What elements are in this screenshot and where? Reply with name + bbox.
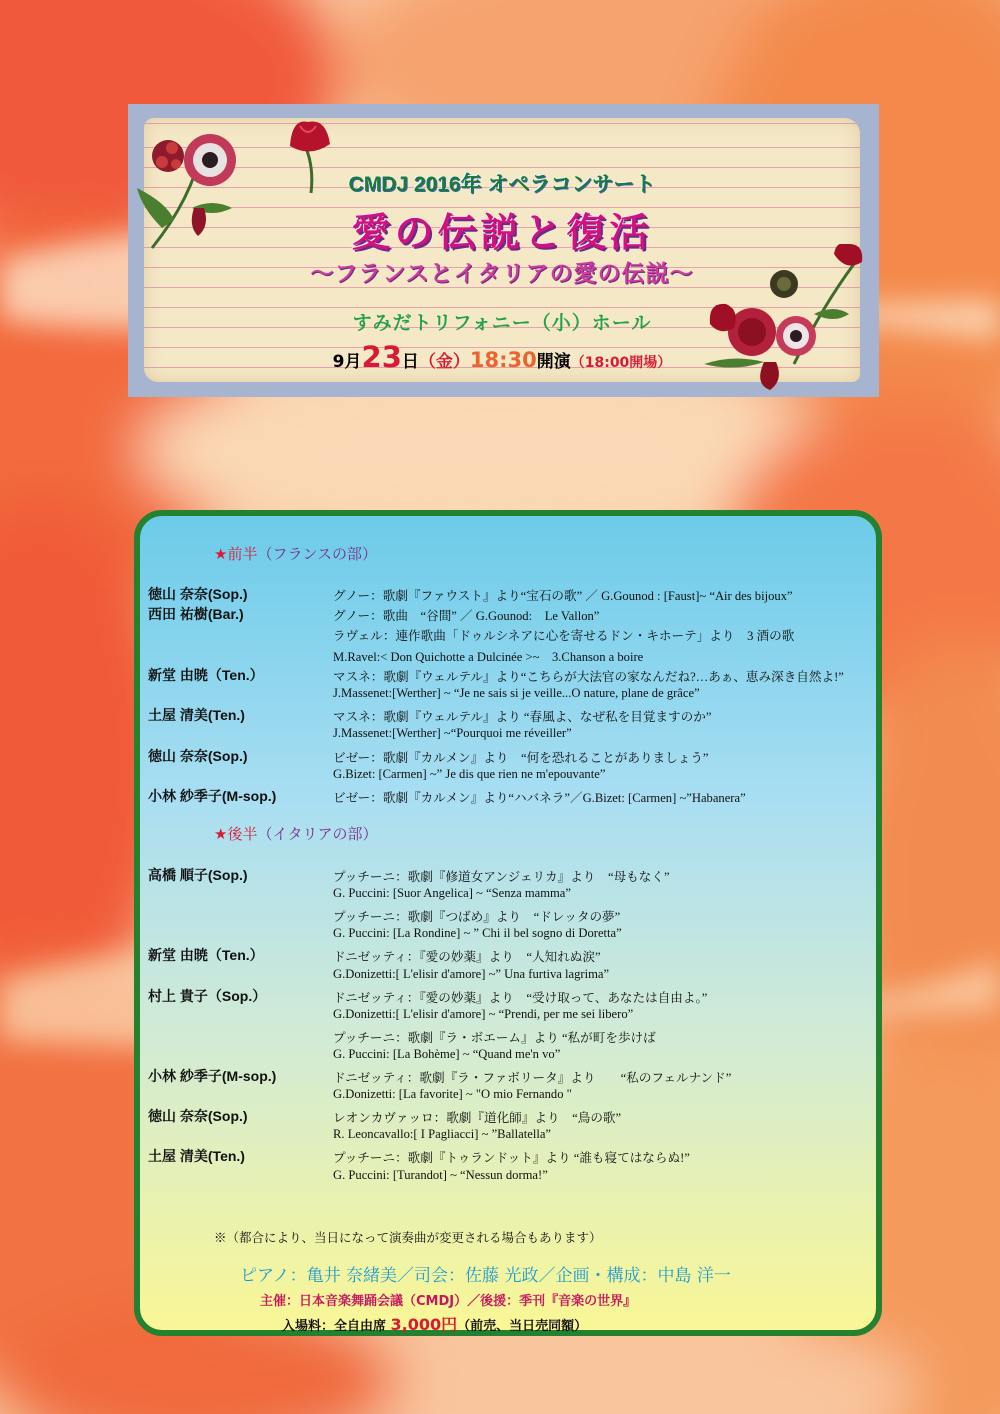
piece-title: プッチーニ：歌劇『ラ・ボエーム』より “私が町を歩けば <box>333 1030 656 1045</box>
performer-name: 小林 紗季子(M-sop.) <box>148 788 277 804</box>
second-half-label: 後半 <box>227 825 258 843</box>
flower-bouquet-bottom-right-icon <box>684 244 874 394</box>
date-day-suffix: 日 <box>401 352 419 372</box>
piece-title: プッチーニ：歌劇『つばめ』より “ドレッタの夢” <box>333 910 621 925</box>
piece-title: G.Donizetti:[ L'elisir d'amore] ~” Una furtiva lagrima” <box>333 966 610 981</box>
organizer: 主催：日本音楽舞踊会議（CMDJ）／後援：季刊『音楽の世界』 <box>260 1294 637 1309</box>
admission <box>282 1312 587 1335</box>
flower-bouquet-top-left-icon <box>132 108 282 258</box>
piece-title: ビゼー：歌劇『カルメン』より“ハバネラ”／G.Bizet: [Carmen] ~”Habanera” <box>333 791 746 805</box>
start-time: 18:30 <box>469 348 537 372</box>
piece-title: マスネ：歌劇『ウェルテル』より “春風よ、なぜ私を目覚ますのか” <box>333 710 712 725</box>
first-half-heading <box>214 543 377 564</box>
concert-tagline: 〜フランスとイタリアの愛の伝説〜 <box>310 261 694 287</box>
piece-title: G.Donizetti: [La favorite] ~ "O mio Fernando " <box>333 1087 572 1102</box>
performer-name: 村上 貴子（Sop.） <box>148 987 267 1004</box>
performer-name: 新堂 由暁（Ten.） <box>148 947 264 964</box>
start-label: 開演 <box>536 352 571 372</box>
piece-title: M.Ravel:< Don Quichotte a Dulcinée >~ 3.Chanson a boire <box>333 649 644 664</box>
piece-title: G. Puccini: [Turandot] ~ “Nessun dorma!” <box>333 1167 548 1182</box>
tulip-top-icon <box>276 118 346 198</box>
piece-title: G.Donizetti:[ L'elisir d'amore] ~ “Prendi, per me sei libero” <box>333 1006 634 1021</box>
concert-subtitle: CMDJ 2016年 オペラコンサート <box>348 173 656 196</box>
piece-title: ドニゼッティ：歌劇『ラ・ファボリータ』より “私のフェルナンド” <box>333 1071 732 1085</box>
piece-title: G. Puccini: [La Rondine] ~ ” Chi il bel sogno di Doretta” <box>333 926 622 941</box>
date-weekday: （金） <box>418 352 470 372</box>
piece-title: ドニゼッティ：『愛の妙薬』より “人知れぬ涙” <box>333 950 601 965</box>
venue: すみだトリフォニー（小）ホール <box>352 312 652 334</box>
piece-title: ビゼー：歌劇『カルメン』より “何を恐れることがありましょう” <box>333 750 709 765</box>
piece-title: G.Bizet: [Carmen] ~” Je dis que rien ne m'epouvante” <box>333 766 606 781</box>
piece-title: G. Puccini: [Suor Angelica] ~ “Senza mamma” <box>333 886 571 901</box>
first-half-sublabel: （フランスの部） <box>257 545 378 563</box>
performer-name: 徳山 奈奈(Sop.) <box>148 747 248 764</box>
performer-name: 徳山 奈奈(Sop.) <box>148 586 248 602</box>
credits: ピアノ：亀井 奈緒美／司会：佐藤 光政／企画・構成：中島 洋一 <box>240 1266 731 1286</box>
piece-title: マスネ：歌劇『ウェルテル』より“こちらが大法官の家なんだね?…あぁ、恵み深き自然よ!” <box>333 669 844 684</box>
performer-name: 西田 祐樹(Bar.) <box>148 606 244 623</box>
date-month: 9月 <box>332 352 362 372</box>
admission-suffix: （前売、当日売同額） <box>457 1319 588 1334</box>
program-change-note: ※（都合により、当日になって演奏曲が変更される場合もあります） <box>214 1231 602 1245</box>
piece-title: プッチーニ：歌劇『トゥランドット』より “誰も寝てはならぬ!” <box>333 1151 690 1166</box>
piece-title: R. Leoncavallo:[ I Pagliacci] ~ ”Ballatella” <box>333 1127 552 1142</box>
piece-title: G. Puccini: [La Bohème] ~ “Quand me'n vo” <box>333 1046 561 1061</box>
piece-title: ラヴェル：連作歌曲「ドゥルシネアに心を寄せるドン・キホーテ」より 3 酒の歌 <box>333 629 795 644</box>
second-half-sublabel: （イタリアの部） <box>257 825 378 843</box>
header-card <box>128 104 879 397</box>
performer-name: 土屋 清美(Ten.) <box>148 707 245 724</box>
performer-name: 小林 紗季子(M-sop.) <box>148 1068 277 1084</box>
piece-title: プッチーニ：歌劇『修道女アンジェリカ』より “母もなく” <box>333 870 670 884</box>
admission-price: 3,000円 <box>390 1315 458 1334</box>
admission-label: 入場料：全自由席 <box>282 1319 387 1334</box>
piece-title: J.Massenet:[Werther] ~“Pourquoi me réveiller” <box>333 726 572 741</box>
piece-title: グノー：歌劇『ファウスト』より“宝石の歌” ／ G.Gounod : [Faust]~ “Air des bijoux” <box>333 589 793 603</box>
date-day: 23 <box>361 340 402 374</box>
performer-name: 高橋 順子(Sop.) <box>148 867 248 883</box>
concert-title: 愛の伝説と復活 <box>351 211 653 256</box>
piece-title: グノー：歌曲 “谷間” ／ G.Gounod: Le Vallon” <box>333 609 600 624</box>
piece-title: レオンカヴァッロ：歌劇『道化師』より “鳥の歌” <box>333 1111 622 1126</box>
performer-name: 徳山 奈奈(Sop.) <box>148 1108 248 1125</box>
star-icon: ★ <box>214 545 228 563</box>
performer-name: 土屋 清美(Ten.) <box>148 1148 245 1165</box>
piece-title: J.Massenet:[Werther] ~ “Je ne sais si je veille...O nature, plane de grâce” <box>333 686 700 700</box>
first-half-label: 前半 <box>227 545 258 563</box>
piece-title: ドニゼッティ：『愛の妙薬』より “受け取って、あなたは自由よ。” <box>333 990 708 1005</box>
doors-open: （18:00開場） <box>570 355 672 371</box>
star-icon: ★ <box>214 825 228 843</box>
second-half-heading <box>214 823 377 844</box>
performer-name: 新堂 由暁（Ten.） <box>148 666 264 683</box>
